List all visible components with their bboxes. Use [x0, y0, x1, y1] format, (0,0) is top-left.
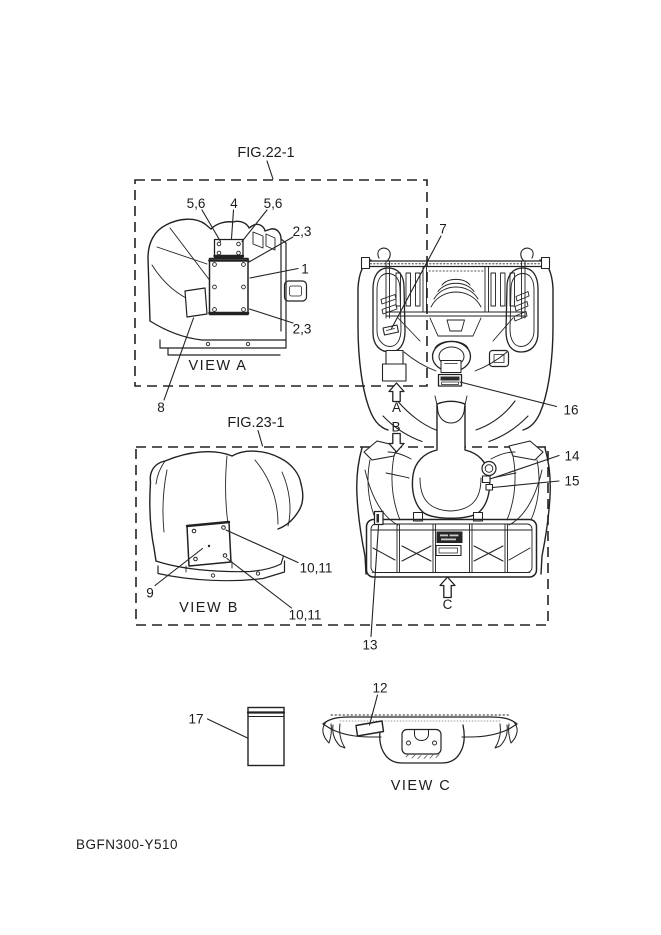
- view-c-label: VIEW C: [390, 778, 452, 794]
- callout-16: 16: [563, 402, 579, 418]
- view-a-label: VIEW A: [188, 358, 248, 374]
- arrow-letter-b: B: [391, 419, 401, 435]
- callout-14: 14: [564, 448, 580, 464]
- callout-5-6-right: 5,6: [263, 196, 283, 211]
- plate-9: [187, 522, 231, 566]
- upper-plate-4: [215, 240, 244, 258]
- fig22-title: FIG.22-1: [237, 145, 295, 161]
- callout-7: 7: [439, 221, 447, 237]
- rack-loop-right: [521, 248, 533, 261]
- callout-17: 17: [188, 711, 204, 727]
- label-15-target: [486, 485, 493, 491]
- label-14-target: [483, 476, 491, 483]
- seat: [412, 401, 489, 518]
- main-plate-1: [210, 259, 249, 315]
- callout-13: 13: [362, 637, 378, 653]
- rack-loop-left: [378, 248, 390, 261]
- arrow-letter-c: C: [442, 597, 453, 612]
- view-a-drawing: [148, 219, 307, 355]
- arrow-c-up-icon: [440, 577, 455, 598]
- label-plate-8: [185, 288, 207, 317]
- callout-1: 1: [301, 261, 309, 277]
- callout-2-3-top: 2,3: [292, 224, 312, 239]
- callout-4: 4: [230, 196, 238, 211]
- view-b-label: VIEW B: [179, 600, 239, 616]
- callout-9: 9: [146, 585, 154, 601]
- fuel-cap: [482, 462, 496, 476]
- callout-15: 15: [564, 473, 580, 489]
- callout-8: 8: [157, 400, 165, 415]
- handlebar-pod: [433, 341, 471, 372]
- fig23-title: FIG.23-1: [227, 415, 285, 431]
- callout-5-6-left: 5,6: [186, 196, 206, 211]
- label-13-target: [375, 512, 384, 525]
- view-c-drawing: [323, 715, 517, 763]
- label-16-target: [439, 375, 462, 387]
- callout-10-11-bottom: 10,11: [288, 607, 322, 623]
- hitch-plate: [402, 730, 441, 755]
- label-7-target: [383, 325, 399, 335]
- arrow-letter-a: A: [391, 400, 402, 415]
- view-b-drawing: [150, 451, 303, 581]
- rack-warning-label: [436, 532, 463, 556]
- callout-10-11-right: 10,11: [299, 560, 333, 576]
- callout-12: 12: [372, 680, 388, 696]
- part-code: BGFN300-Y510: [76, 837, 179, 852]
- callout-2-3-bottom: 2,3: [292, 321, 312, 337]
- parts-bag-17: [248, 708, 284, 766]
